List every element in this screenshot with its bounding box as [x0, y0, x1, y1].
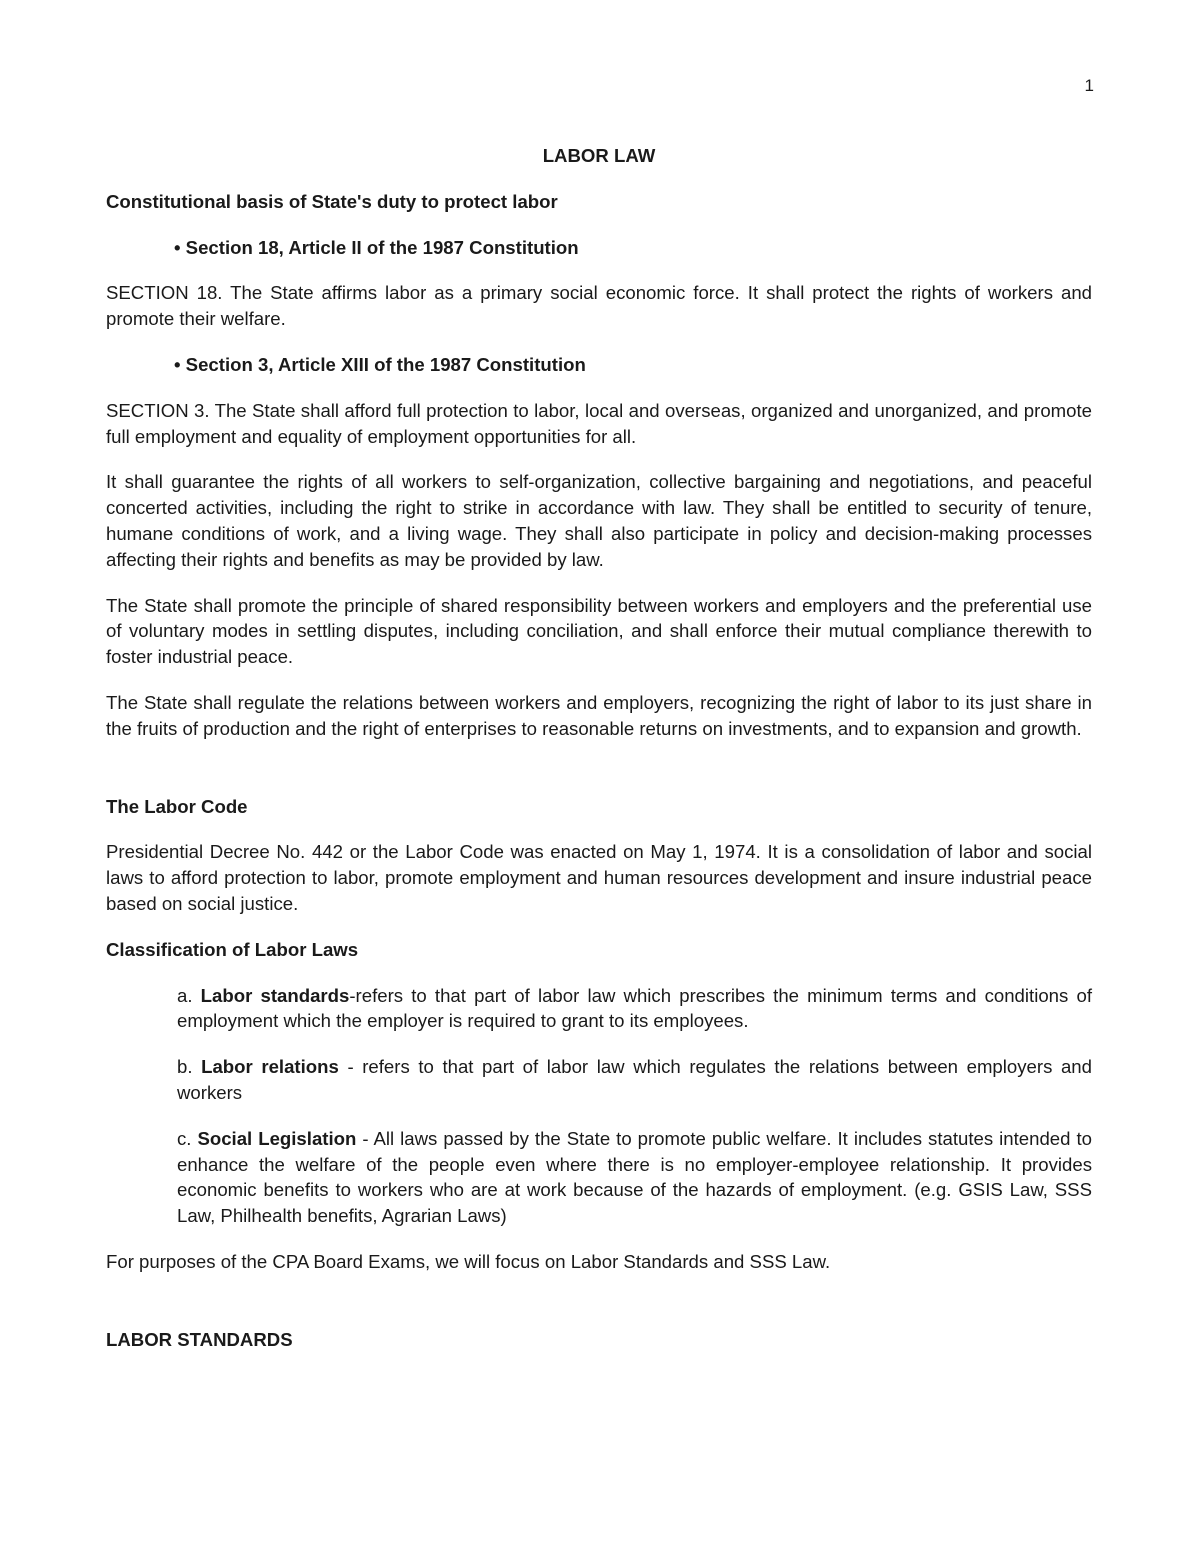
- classification-item-a: [177, 983, 1092, 1035]
- item-prefix: a.: [177, 984, 201, 1006]
- paragraph-workers-rights: It shall guarantee the rights of all workers to self-organization, collective bargaining and negotiations, and peaceful concerted activities, including the right to strike in accordance with law. They shall be entitled to security of tenure, humane conditions of work, and a living wage. They shall also participate in policy and decision-making processes affecting their rights and benefits as may be provided by law.: [106, 471, 1092, 570]
- item-text: - All laws passed by the State to promote public welfare. It includes statutes intended to enhance the welfare of the people even where there is no employer-employee relationship. It provides economic benefits to workers who are at work because of the hazards of employment. (e.g. GSIS Law, SSS Law, Philhealth benefits, Agrarian Laws): [177, 1127, 1092, 1227]
- paragraph-regulate-relations: The State shall regulate the relations between workers and employers, recognizing the right of labor to its just share in the fruits of production and the right of enterprises to reasonable returns on investments, and to expansion and growth.: [106, 691, 1092, 739]
- paragraph-section-3: SECTION 3. The State shall afford full protection to labor, local and overseas, organized and unorganized, and promote full employment and equality of employment opportunities for all.: [106, 399, 1092, 447]
- item-prefix: b.: [177, 1056, 202, 1078]
- document-body: [106, 143, 1092, 1373]
- page-number: 1: [1084, 76, 1094, 95]
- paragraph-labor-code: Presidential Decree No. 442 or the Labor Code was enacted on May 1, 1974. It is a consolidation of labor and social laws to afford protection to labor, promote employment and human resources development and insure industrial peace based on social justice.: [106, 841, 1092, 914]
- bullet-section-3: • Section 3, Article XIII of the 1987 Constitution: [174, 353, 586, 375]
- classification-item-c: [177, 1126, 1092, 1229]
- classification-item-b: [177, 1054, 1092, 1106]
- item-prefix: c.: [177, 1127, 198, 1149]
- section-heading-constitutional-basis: Constitutional basis of State's duty to protect labor: [106, 190, 558, 212]
- bullet-section-18: • Section 18, Article II of the 1987 Constitution: [174, 236, 579, 258]
- item-text: - refers to that part of labor law which regulates the relations between employers and workers: [177, 1056, 1092, 1103]
- section-heading-labor-code: The Labor Code: [106, 795, 248, 817]
- paragraph-cpa-focus: For purposes of the CPA Board Exams, we will focus on Labor Standards and SSS Law.: [106, 1250, 831, 1272]
- item-term: Labor standards: [200, 984, 350, 1006]
- section-heading-labor-standards: LABOR STANDARDS: [106, 1328, 293, 1350]
- item-term: Social Legislation: [197, 1127, 357, 1149]
- paragraph-section-18: SECTION 18. The State affirms labor as a primary social economic force. It shall protect the rights of workers and promote their welfare.: [106, 282, 1092, 330]
- section-heading-classification: Classification of Labor Laws: [106, 938, 359, 960]
- paragraph-shared-responsibility: The State shall promote the principle of shared responsibility between workers and employers and the preferential use of voluntary modes in settling disputes, including conciliation, and shall enforce their mutual compliance therewith to foster industrial peace.: [106, 594, 1092, 668]
- item-text: -refers to that part of labor law which prescribes the minimum terms and conditions of employment which the employer is required to grant to its employees.: [177, 984, 1092, 1032]
- item-term: Labor relations: [201, 1056, 339, 1078]
- document-title: LABOR LAW: [542, 145, 656, 166]
